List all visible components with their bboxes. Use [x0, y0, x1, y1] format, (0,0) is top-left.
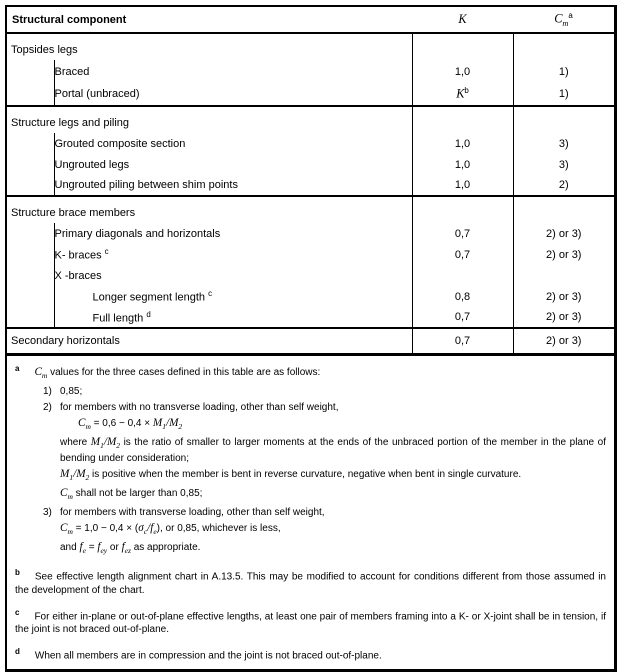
footnote-b-text: See effective length alignment chart in A.13.5. This may be modified to account for conditions different from those assumed in the development of the chart.: [15, 571, 606, 596]
k-value: 1,0: [412, 175, 513, 196]
col-header-cm: $C_m^a$: [513, 7, 614, 33]
k-value: 1,0: [412, 60, 513, 83]
component-label: Longer segment length $^c$: [92, 289, 213, 304]
footnote-d-text: When all members are in compression and the joint is not braced out-of-plane.: [34, 650, 382, 662]
table-frame: [5, 5, 617, 672]
footnote-marker-b: b: [15, 568, 20, 578]
cm-formula-case-3: $C_m = 1,0 - 0,4 \times (\sigma_c/f_e)$, or 0,85, whichever is less,: [60, 522, 281, 537]
footnote-line: [15, 362, 606, 382]
k-cm-factors-table: [7, 7, 614, 353]
component-label: X -braces: [54, 269, 102, 282]
cm-value: 3): [513, 133, 614, 154]
footnote-a-intro: $C_m$ values for the three cases defined in this table are as follows:: [34, 366, 321, 381]
table-row: [7, 244, 614, 265]
footnote-a-case-2: [43, 401, 606, 414]
section-title-row: [7, 196, 614, 223]
section-title: Structure legs and piling: [7, 106, 412, 133]
footnote-line: $C_m$ shall not be larger than 0,85;: [60, 487, 203, 502]
footnotes-section: [7, 353, 614, 669]
k-value: 1,0: [412, 133, 513, 154]
footnote-a-case-3: [43, 506, 606, 519]
section-title-row: [7, 33, 614, 60]
cm-value: 2) or 3): [513, 244, 614, 265]
component-label: Ungrouted legs: [54, 158, 130, 171]
list-number: 3): [43, 507, 52, 519]
table-row: [7, 223, 614, 244]
table-row: [7, 265, 614, 286]
table-row: [7, 328, 614, 353]
footnote-c: [15, 606, 606, 636]
k-value: 0,8: [412, 286, 513, 307]
cm-value: [513, 196, 614, 223]
indent-cell: [7, 244, 54, 265]
k-value: 1,0: [412, 154, 513, 175]
indent-cell: [7, 83, 54, 106]
k-value: $K^b$: [412, 83, 513, 106]
component-label: K- braces $^c$: [54, 247, 109, 262]
k-value: 0,7: [412, 328, 513, 353]
col-header-structural-component: Structural component: [7, 7, 412, 33]
cm-value: 1): [513, 60, 614, 83]
footnote-line: $M_1/M_2$ is positive when the member is bent in reverse curvature, negative when bent in single curvature.: [60, 468, 522, 483]
table-row: [7, 154, 614, 175]
k-value: 0,7: [412, 223, 513, 244]
footnote-line: 0,85;: [60, 386, 83, 398]
component-label: Ungrouted piling between shim points: [54, 179, 238, 191]
footnote-d: [15, 645, 606, 662]
footnote-marker-c: c: [15, 607, 20, 617]
component-label: Portal (unbraced): [54, 88, 140, 100]
section-title: Structure brace members: [7, 196, 412, 223]
cm-value: 3): [513, 154, 614, 175]
footnote-marker-a: a: [15, 364, 20, 373]
component-label: Primary diagonals and horizontals: [54, 227, 221, 240]
component-label: Secondary horizontals: [7, 328, 412, 353]
indent-cell: [7, 307, 54, 328]
footnote-b: [15, 566, 606, 596]
indent-cell: [7, 60, 54, 83]
k-value: [412, 106, 513, 133]
indent-cell: [7, 286, 54, 307]
footnote-line: where $M_1/M_2$ is the ratio of smaller to larger moments at the ends of the unbraced portion of the member in the plane of bending under consideration;: [60, 436, 606, 465]
list-number: 2): [43, 402, 52, 414]
table-row: [7, 175, 614, 196]
cm-value: 2): [513, 175, 614, 196]
k-value: [412, 33, 513, 60]
indent-cell: [7, 175, 54, 196]
k-value: [412, 265, 513, 286]
table-row: [7, 133, 614, 154]
component-label: Grouted composite section: [54, 137, 186, 150]
indent-cell: [7, 154, 54, 175]
table-row: [7, 83, 614, 106]
cm-value: 2) or 3): [513, 286, 614, 307]
footnote-line: for members with no transverse loading, other than self weight,: [60, 402, 339, 414]
cm-value: 2) or 3): [513, 307, 614, 328]
section-title: Topsides legs: [11, 44, 78, 56]
cm-value: 2) or 3): [513, 223, 614, 244]
footnote-line: for members with transverse loading, other than self weight,: [60, 507, 325, 519]
col-header-k: K: [412, 7, 513, 33]
cm-value: [513, 106, 614, 133]
indent-cell: [7, 133, 54, 154]
footnote-a: [15, 362, 606, 557]
cm-formula-case-2: $C_m = 0,6 - 0,4 \times M_1/M_2$: [78, 417, 183, 432]
cm-value: [513, 33, 614, 60]
table-row: [7, 307, 614, 328]
list-number: 1): [43, 386, 52, 398]
table-row: [7, 286, 614, 307]
component-label: Braced: [54, 65, 90, 78]
k-value: 0,7: [412, 244, 513, 265]
table-header-row: [7, 7, 614, 33]
footnote-line: and $f_e = f_{ey}$ or $f_{ez}$ as appropriate.: [60, 541, 201, 556]
indent-cell: [7, 223, 54, 244]
cm-value: 2) or 3): [513, 328, 614, 353]
section-title-row: [7, 106, 614, 133]
cm-value: [513, 265, 614, 286]
indent-cell: [7, 265, 54, 286]
table-row: [7, 60, 614, 83]
footnote-a-case-1: [43, 385, 606, 398]
footnote-c-text: For either in-plane or out-of-plane effective lengths, at least one pair of members framing into a K- or X-joint shall be in tension, if the joint is not braced out-of-plane.: [15, 610, 606, 635]
footnote-marker-d: d: [15, 646, 20, 656]
k-value: 0,7: [412, 307, 513, 328]
k-value: [412, 196, 513, 223]
cm-value: 1): [513, 83, 614, 106]
component-label: Full length $^d$: [92, 309, 151, 325]
